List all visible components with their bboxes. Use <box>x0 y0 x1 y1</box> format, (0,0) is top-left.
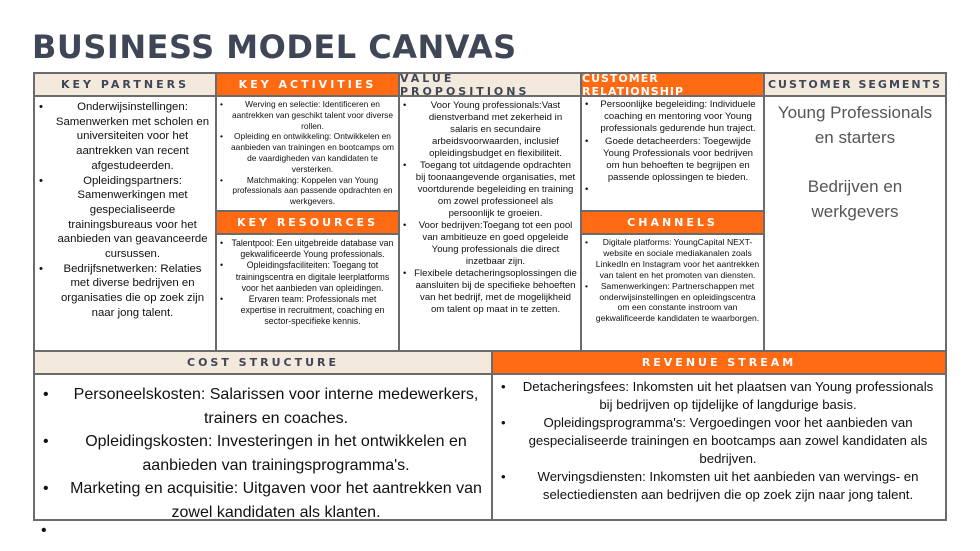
customer-relationship-block <box>580 72 765 212</box>
channels-header: CHANNELS <box>582 212 763 235</box>
channels-block <box>580 210 765 352</box>
list-item: • Werving en selectie: Identificeren en aantrekken van geschikt talent voor diverse rollen. <box>220 99 395 131</box>
cost-structure-header: COST STRUCTURE <box>35 352 491 375</box>
revenue-stream-block <box>491 350 947 521</box>
key-partners-header: KEY PARTNERS <box>35 74 215 97</box>
key-activities-block <box>215 72 400 212</box>
list-item: • Persoonlijke begeleiding: Individuele coaching en mentoring voor Young professionals gedurende hun traject. <box>585 99 760 136</box>
cost-structure-block <box>33 350 493 521</box>
list-item: • Voor bedrijven:Toegang tot een pool van ambitieuze en goed opgeleide Young professionals die direct inzetbaar zijn. <box>403 220 577 268</box>
list-item: • Flexibele detacheringsoplossingen die aansluiten bij de specifieke behoeften van het bedrijf, met de mogelijkheid om talent op maat in te zetten. <box>403 268 577 316</box>
list-item: • Toegang tot uitdagende opdrachten bij toonaangevende organisaties, met voortdurende begeleiding en training om zowel professioneel als persoonlijk te groeien. <box>403 160 577 220</box>
key-partners-block <box>33 72 217 352</box>
list-item: • Opleidingsfaciliteiten: Toegang tot trainingscentra en digitale leerplatforms voor het aanbieden van opleidingen. <box>220 260 395 294</box>
value-propositions-block <box>398 72 582 352</box>
revenue-stream-header: REVENUE STREAM <box>493 352 945 375</box>
list-item: • Personeelskosten: Salarissen voor interne medewerkers, trainers en coaches. <box>43 383 483 430</box>
customer-segments-block <box>763 72 947 352</box>
value-propositions-header: VALUE PROPOSITIONS <box>400 74 580 97</box>
list-item: • Marketing en acquisitie: Uitgaven voor het aantrekken van zowel kandidaten als klanten. <box>43 477 483 519</box>
customer-segments-header: CUSTOMER SEGMENTS <box>765 74 945 97</box>
trailing-bullet: • <box>41 522 47 539</box>
list-item: • Detacheringsfees: Inkomsten uit het plaatsen van Young professionals bij bedrijven op tijdelijke of langdurige basis. <box>501 378 937 414</box>
key-activities-header: KEY ACTIVITIES <box>217 74 398 97</box>
list-item: • Talentpool: Een uitgebreide database van gekwalificeerde Young professionals. <box>220 238 395 260</box>
list-item: • Opleidingspartners: Samenwerkingen met gespecialiseerde trainingsbureaus voor het aanbieden van geavanceerde cursussen. <box>39 174 211 262</box>
list-item: • Opleidingsprogramma's: Vergoedingen voor het aanbieden van gespecialiseerde trainingen en bootcamps aan zowel kandidaten als bedrijven. <box>501 414 937 468</box>
segment-young-professionals: Young Professionals en starters <box>777 103 933 147</box>
list-item: • Bedrijfsnetwerken: Relaties met diverse bedrijven en organisaties die op zoek zijn naar jong talent. <box>39 262 211 321</box>
page-title: BUSINESS MODEL CANVAS <box>32 28 517 66</box>
key-resources-block <box>215 210 400 352</box>
list-item <box>585 184 760 196</box>
list-item: • Goede detacheerders: Toegewijde Young Professionals voor bedrijven om hun behoeften te begrijpen en passende oplossingen te bieden. <box>585 136 760 185</box>
list-item: • Onderwijsinstellingen: Samenwerken met scholen en universiteiten voor het aantrekken van recent afgestudeerden. <box>39 100 211 174</box>
list-item: • Opleidingskosten: Investeringen in het ontwikkelen en aanbieden van trainingsprogramma's. <box>43 430 483 477</box>
list-item: • Ervaren team: Professionals met expertise in recruitment, coaching en sector-specifieke kennis. <box>220 294 395 328</box>
list-item: • Opleiding en ontwikkeling: Ontwikkelen en aanbieden van trainingen en bootcamps om de vaardigheden van kandidaten te versterken. <box>220 131 395 174</box>
key-resources-header: KEY RESOURCES <box>217 212 398 235</box>
list-item: • Digitale platforms: YoungCapital NEXT-website en sociale mediakanalen zoals LinkedIn en Instagram voor het aantrekken van talent en het promoten van diensten. <box>585 237 760 281</box>
customer-relationship-header: CUSTOMER RELATIONSHIP <box>582 74 763 97</box>
list-item: • Wervingsdiensten: Inkomsten uit het aanbieden van wervings- en selectiediensten aan bedrijven die op zoek zijn naar jong talent. <box>501 468 937 504</box>
segment-bedrijven: Bedrijven en werkgevers <box>807 177 903 221</box>
list-item: • Samenwerkingen: Partnerschappen met onderwijsinstellingen en opleidingscentra om een constante instroom van gekwalificeerde kandidaten te waarborgen. <box>585 281 760 325</box>
list-item: • Matchmaking: Koppelen van Young professionals aan passende opdrachten en werkgevers. <box>220 175 395 207</box>
list-item: • Voor Young professionals:Vast dienstverband met zekerheid in salaris en secundaire arbeidsvoorwaarden, inclusief opleidingsbudget en flexibiliteit. <box>403 100 577 160</box>
